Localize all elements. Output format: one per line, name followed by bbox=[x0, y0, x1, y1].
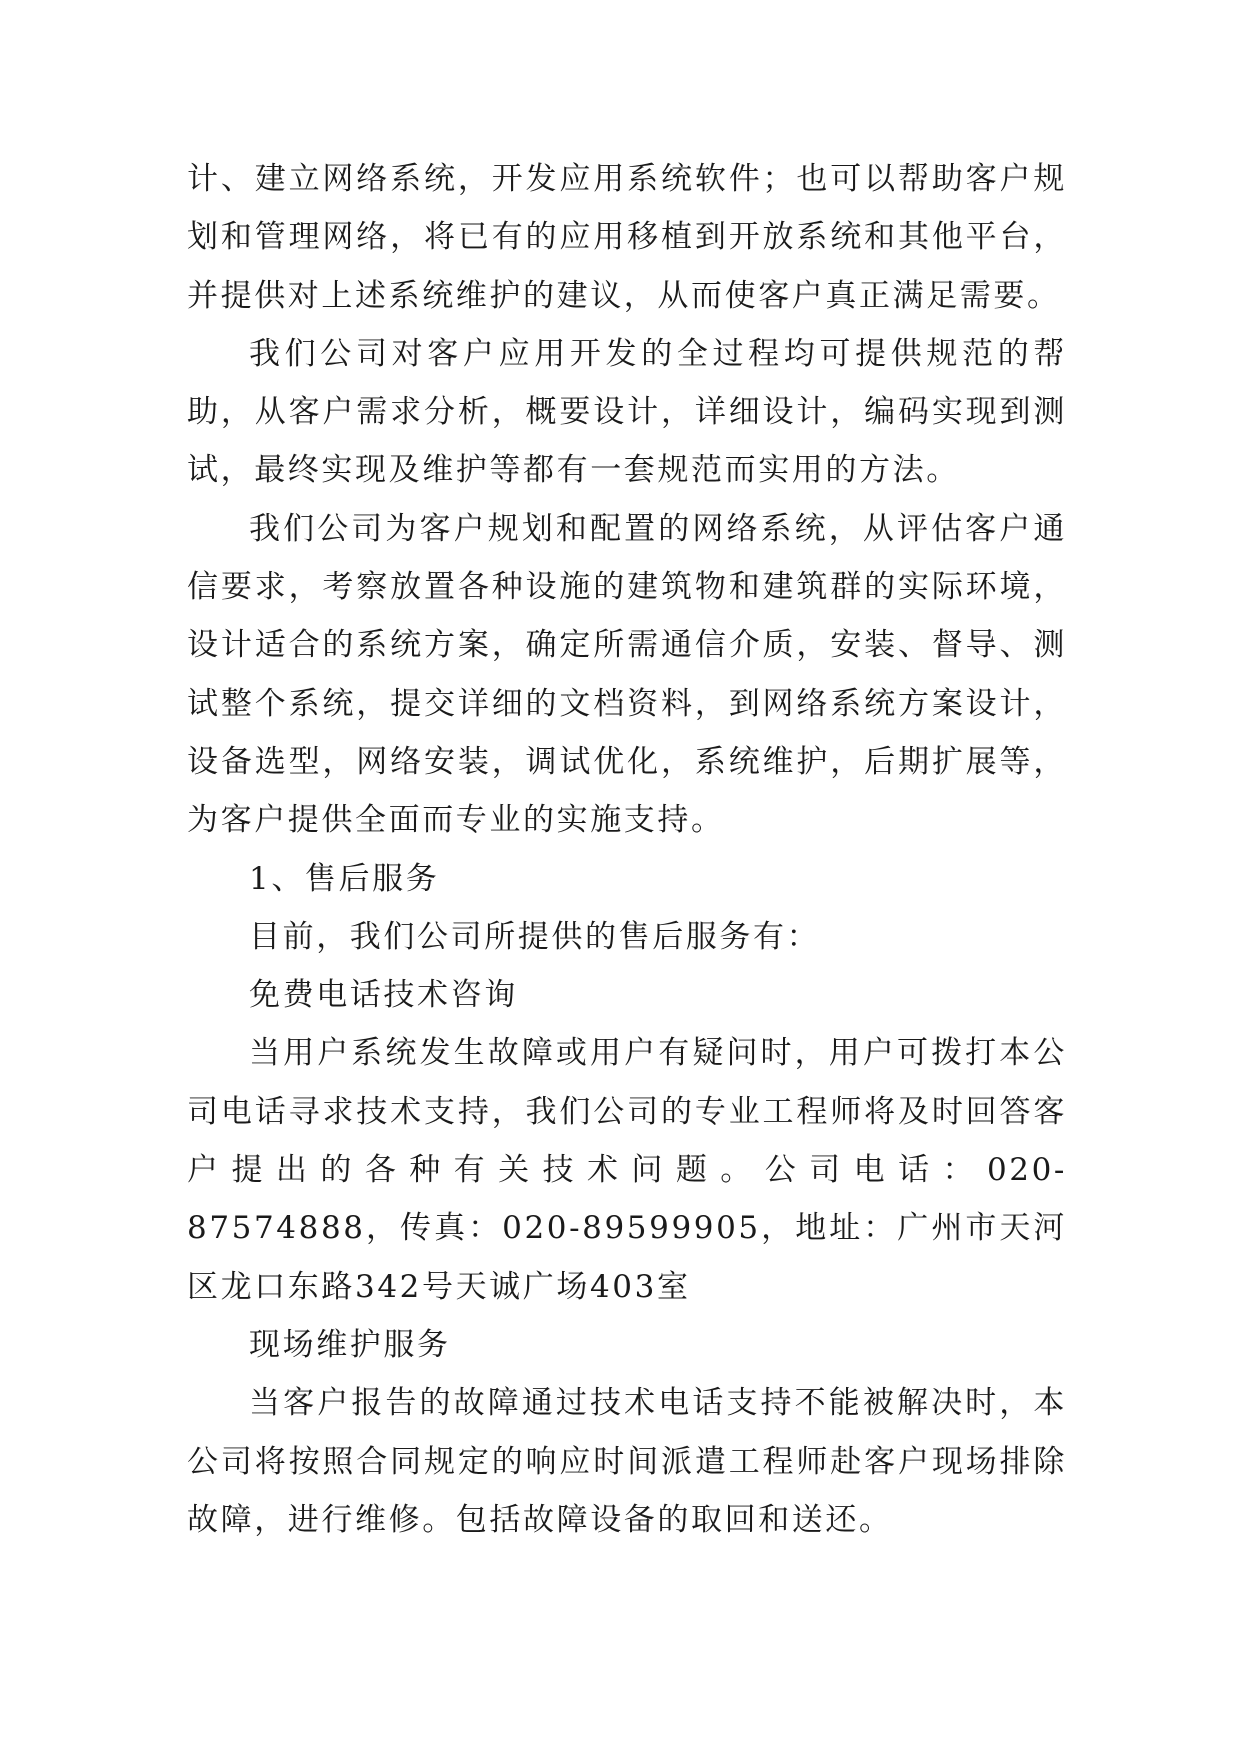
subheading-onsite-service: 现场维护服务 bbox=[249, 1326, 451, 1363]
section-heading-after-sales: 1、售后服务 bbox=[249, 860, 440, 897]
paragraph-phone-support: 当用户系统发生故障或用户有疑问时，用户可拨打本公司电话寻求技术支持，我们公司的专业工程师将及时回答客户提出的各种有关技术问题。公司电话：020-87574888，传真：020-89599905，地址：广州市天河区龙口东路342号天诚广场403室 bbox=[187, 1035, 1067, 1305]
paragraph-continued: 计、建立网络系统，开发应用系统软件；也可以帮助客户规划和管理网络，将已有的应用移植到开放系统和其他平台，并提供对上述系统维护的建议，从而使客户真正满足需要。 bbox=[187, 161, 1067, 314]
paragraph-network-planning: 我们公司为客户规划和配置的网络系统，从评估客户通信要求，考察放置各种设施的建筑物和建筑群的实际环境，设计适合的系统方案，确定所需通信介质，安装、督导、测试整个系统，提交详细的文档资料，到网络系统方案设计，设备选型，网络安装，调试优化，系统维护，后期扩展等，为客户提供全面而专业的实施支持。 bbox=[187, 510, 1067, 839]
paragraph-onsite-service: 当客户报告的故障通过技术电话支持不能被解决时，本公司将按照合同规定的响应时间派遣工程师赴客户现场排除故障，进行维修。包括故障设备的取回和送还。 bbox=[187, 1385, 1067, 1538]
document-body bbox=[187, 150, 1067, 1549]
paragraph-services-intro: 目前，我们公司所提供的售后服务有： bbox=[249, 918, 821, 955]
subheading-phone-consulting: 免费电话技术咨询 bbox=[249, 977, 518, 1014]
paragraph-application-development: 我们公司对客户应用开发的全过程均可提供规范的帮助，从客户需求分析，概要设计，详细设计，编码实现到测试，最终实现及维护等都有一套规范而实用的方法。 bbox=[187, 335, 1067, 489]
